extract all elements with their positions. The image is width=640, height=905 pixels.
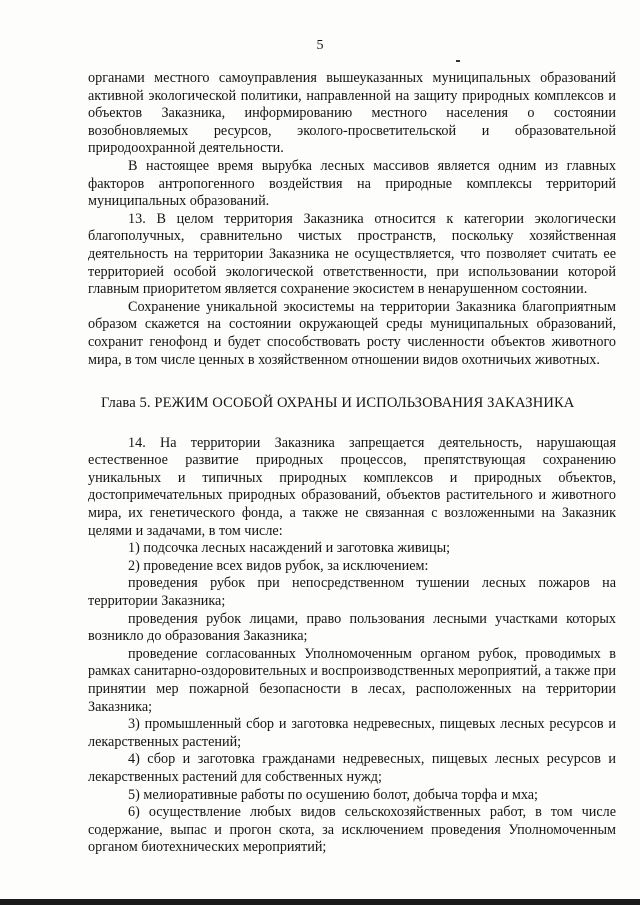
document-body — [88, 70, 616, 857]
paragraph: 3) промышленный сбор и заготовка недревесных, пищевых лесных ресурсов и лекарственных растений; — [88, 716, 616, 750]
paragraph: 6) осуществление любых видов сельскохозяйственных работ, в том числе содержание, выпас и прогон скота, за исключением проведения Уполномоченным органом биотехнических мероприятий; — [88, 804, 616, 856]
paragraph: В настоящее время вырубка лесных массивов является одним из главных факторов антропогенного воздействия на природные комплексы территорий муниципальных образований. — [88, 157, 616, 210]
paragraph: проведения рубок лицами, право пользования лесными участками которых возникло до образования Заказника; — [88, 610, 616, 645]
chapter-body — [88, 435, 616, 857]
paragraph: органами местного самоуправления вышеуказанных муниципальных образований активной экологической политики, направленной на защиту природных комплексов и объектов Заказника, информированию местного населения о состоянии возобновляемых ресурсов, эколого-просветительской и образовательной природоохранной деятельности. — [88, 70, 616, 157]
paragraph: 1) подсочка лесных насаждений и заготовка живицы; — [128, 540, 451, 557]
page-number: 5 — [316, 38, 324, 53]
paragraph: 2) проведение всех видов рубок, за исключением: — [128, 557, 429, 574]
chapter-heading: Глава 5. РЕЖИМ ОСОБОЙ ОХРАНЫ И ИСПОЛЬЗОВАНИЯ ЗАКАЗНИКА — [101, 395, 575, 412]
section-continuation — [88, 70, 616, 369]
paragraph: 4) сбор и заготовка гражданами недревесных, пищевых лесных ресурсов и лекарственных растений для собственных нужд; — [88, 751, 616, 785]
paragraph: 5) мелиоративные работы по осушению болот, добыча торфа и мха; — [128, 786, 539, 803]
paragraph: проведения рубок при непосредственном тушении лесных пожаров на территории Заказника; — [88, 575, 616, 610]
scan-edge — [0, 899, 640, 905]
paragraph: проведение согласованных Уполномоченным органом рубок, проводимых в рамках санитарно-оздоровительных и воспроизводственных мероприятий, а также при принятии мер пожарной безопасности в лесах, расположенных на территории Заказника; — [88, 645, 616, 715]
paragraph: 13. В целом территория Заказника относится к категории экологически благополучных, сравнительно чистых пространств, поскольку хозяйственная деятельность на территории Заказника не осуществляется, что позволяет считать ее территорией особой экологической ответственности, при использовании которой главным приоритетом является сохранение экосистем в ненарушенном состоянии. — [88, 210, 616, 298]
scan-speck — [456, 60, 460, 62]
paragraph: Сохранение уникальной экосистемы на территории Заказника благоприятным образом скажется на состоянии окружающей среды муниципальных образований, сохранит генофонд и будет способствовать росту численности объектов животного мира, в том числе ценных в хозяйственном отношении видов охотничьих животных. — [88, 298, 616, 368]
paragraph: 14. На территории Заказника запрещается деятельность, нарушающая естественное развитие природных процессов, препятствующая сохранению уникальных и типичных природных комплексов и природных объектов, достопримечательных природных образований, объектов растительного и животного мира, их генетического фонда, а также не связанная с возложенными на Заказник целями и задачами, в том числе: — [88, 434, 616, 539]
